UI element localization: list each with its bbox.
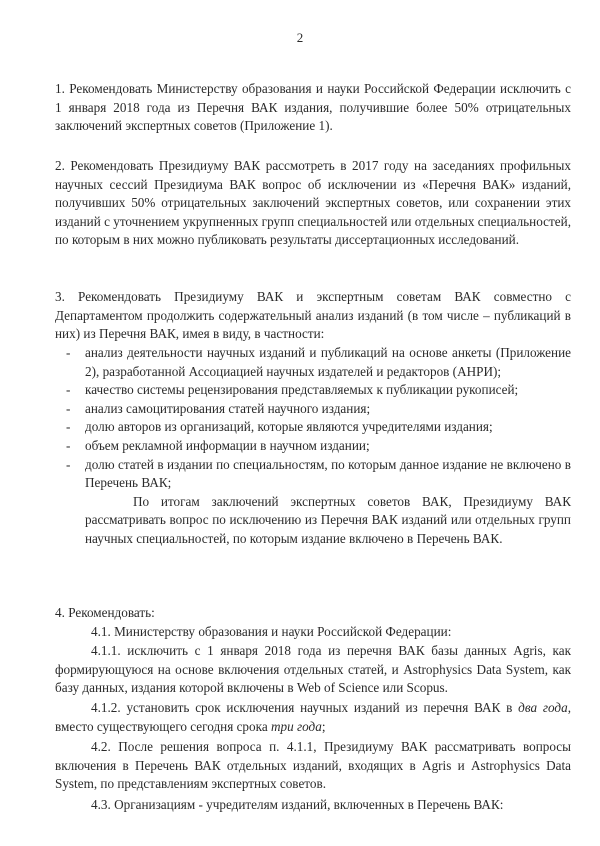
paragraph-4-1-1: 4.1.1. исключить с 1 января 2018 года из перечня ВАК базы данных Agris, как формирующуюся на основе включения отдельных статей, и Astrophysics Data System, как базу данных, издания которой включены в Web of Science или Scopus. — [55, 643, 571, 696]
list-item: - долю авторов из организаций, которые являются учредителями издания; — [66, 419, 493, 435]
paragraph-4: 4. Рекомендовать: — [55, 605, 155, 620]
emphasis-three-years: три года — [270, 718, 322, 734]
list-item: - анализ самоцитирования статей научного издания; — [66, 400, 371, 416]
paragraph-1: 1. Рекомендовать Министерству образования и науки Российской Федерации исключить с 1 января 2018 года из Перечня ВАК издания, получившие более 50% отрицательных заключений экспертных советов (Приложение 1). — [55, 81, 571, 134]
paragraph-4-1-2: 4.1.2. установить срок исключения научных изданий из перечня ВАК в два года, вместо существующего сегодня срока три года; — [55, 700, 571, 734]
list-continuation: По итогам заключений экспертных советов ВАК, Президиуму ВАК рассматривать вопрос по исключению из Перечня ВАК изданий или отдельных групп научных специальностей, по которым издание включено в Перечень ВАК. — [85, 493, 571, 546]
paragraph-4-2: 4.2. После решения вопроса п. 4.1.1, Президиуму ВАК рассматривать вопросы включения в Перечень ВАК отдельных изданий, входящих в Agris и Astrophysics Data System, по представлениям экспертных советов. — [55, 739, 571, 792]
list-item: - объем рекламной информации в научном издании; — [66, 437, 370, 453]
page-number: 2 — [296, 30, 304, 45]
analysis-list — [55, 344, 571, 549]
emphasis-two-years: два года — [518, 700, 568, 715]
paragraph-3: 3. Рекомендовать Президиуму ВАК и экспертным советам ВАК совместно с Департаментом продолжить содержательный анализ изданий (в том числе – публикаций в них) из Перечня ВАК, имея в виду, в частности: — [55, 289, 571, 342]
list-item: - качество системы рецензирования представляемых к публикации рукописей; — [66, 382, 519, 398]
paragraph-4-1: 4.1. Министерству образования и науки Российской Федерации: — [91, 624, 452, 639]
list-item: - анализ деятельности научных изданий и публикаций на основе анкеты (Приложение 2), разработанной Ассоциацией научных издателей и редакторов (АНРИ); — [66, 345, 571, 379]
paragraph-4-3: 4.3. Организациям - учредителям изданий, включенных в Перечень ВАК: — [91, 797, 504, 812]
paragraph-2: 2. Рекомендовать Президиуму ВАК рассмотреть в 2017 году на заседаниях профильных научных сессий Президиума ВАК вопрос об исключении из «Перечня ВАК» изданий, получивших 50% отрицательных заключений экспертных советов, или сохранении этих изданий с уточнением укрупненных групп специальностей или отдельных специальностей, по которым в них можно публиковать результаты диссертационных исследований. — [55, 158, 571, 248]
list-item: - долю статей в издании по специальностям, по которым данное издание не включено в Перечень ВАК; — [66, 456, 571, 491]
